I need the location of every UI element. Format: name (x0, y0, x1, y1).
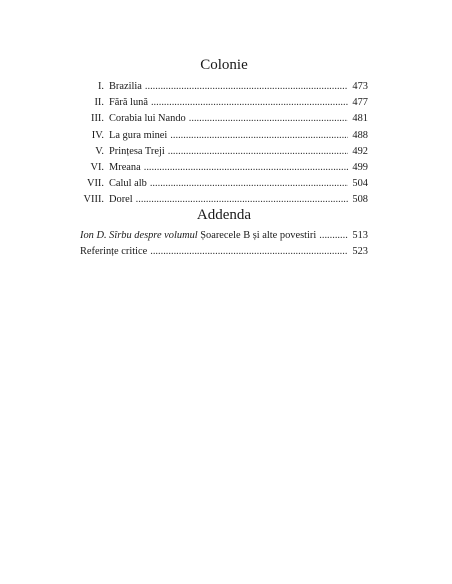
toc-entry-page: 481 (352, 113, 368, 125)
dot-leader (145, 79, 349, 95)
toc-entry-number: VI. (90, 161, 104, 173)
toc-entry (80, 228, 368, 244)
toc-entry-page: 488 (352, 129, 368, 141)
toc-entry-page: 523 (352, 246, 368, 258)
toc-entry (80, 95, 368, 111)
toc-entry-page: 504 (352, 178, 368, 190)
toc-entry-page: 473 (352, 81, 368, 92)
toc-entry-title: Brazilia (109, 81, 142, 92)
toc-entry-page: 513 (352, 230, 368, 241)
toc-entry-title-italic: Ion D. Sîrbu despre volumul (80, 230, 198, 241)
dot-leader (168, 144, 349, 160)
toc-entry-title: Mreana (109, 161, 141, 173)
toc-entry-title: Dorel (109, 194, 133, 206)
toc-entry-number: IV. (91, 129, 104, 141)
toc-entry (80, 144, 368, 160)
toc-list-colonie (80, 79, 368, 209)
toc-entry-number: I. (97, 81, 104, 92)
section-title-addenda: Addenda (196, 207, 252, 223)
toc-entry-title: Calul alb (109, 178, 147, 190)
toc-entry-number: VII. (86, 178, 104, 190)
toc-entry-title: La gura minei (109, 129, 168, 141)
dot-leader (189, 111, 349, 127)
toc-entry-page: 492 (352, 145, 368, 157)
toc-entry (80, 128, 368, 144)
toc-entry-title: Corabia lui Nando (109, 113, 186, 125)
toc-entry-page: 477 (352, 97, 368, 109)
dot-leader (151, 95, 348, 111)
toc-entry (80, 244, 368, 260)
toc-entry (80, 111, 368, 127)
toc-entry (80, 176, 368, 192)
dot-leader (319, 228, 348, 244)
dot-leader (150, 176, 349, 192)
toc-entry-page: 499 (352, 161, 368, 173)
toc-entry-title: Fără lună (109, 97, 148, 109)
toc-entry-number: V. (95, 145, 104, 157)
toc-entry-number: VIII. (83, 194, 104, 206)
toc-entry-title (80, 228, 316, 244)
section-title-colonie: Colonie (200, 57, 248, 73)
toc-entry (80, 160, 368, 176)
toc-entry (80, 79, 368, 95)
toc-entry-title: Prințesa Treji (109, 145, 165, 157)
toc-entry-number: II. (94, 97, 104, 109)
toc-entry-title-rest: Șoarecele B și alte povestiri (197, 230, 317, 241)
toc-entry-number: III. (91, 113, 104, 125)
toc-entry-page: 508 (352, 194, 368, 206)
toc-list-addenda (80, 228, 368, 260)
toc-entry-title: Referințe critice (80, 246, 148, 258)
dot-leader (150, 244, 348, 260)
dot-leader (144, 160, 349, 176)
dot-leader (170, 128, 348, 144)
